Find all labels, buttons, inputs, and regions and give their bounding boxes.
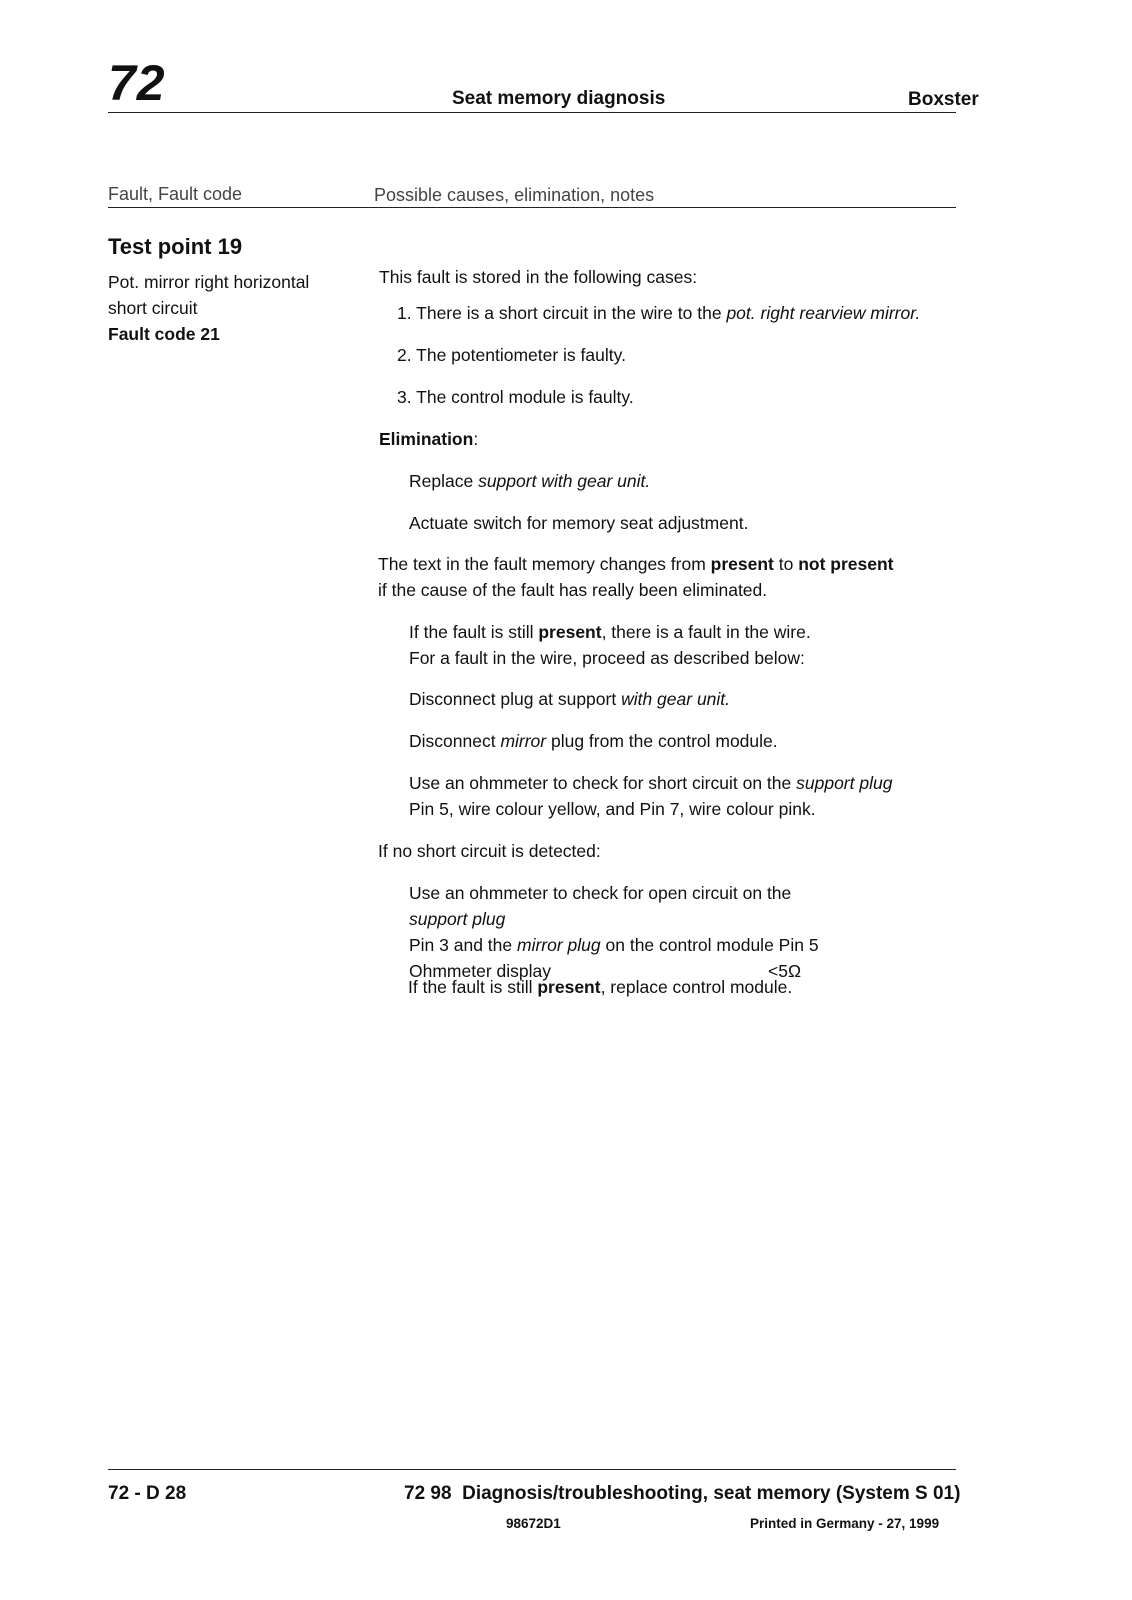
column-heading-causes: Possible causes, elimination, notes <box>374 185 655 205</box>
case-number: 2. <box>397 345 412 365</box>
text: Pin 3 and the <box>409 935 517 955</box>
status-not-present: not present <box>798 554 894 574</box>
check-line <box>409 770 892 796</box>
case-item <box>397 384 634 410</box>
status-present: present <box>538 622 602 642</box>
fault-description <box>108 269 348 347</box>
memory-note <box>378 551 894 603</box>
wire-fault-line: For a fault in the wire, proceed as described below: <box>409 648 805 668</box>
short-circuit-check <box>409 770 892 822</box>
text: Use an ohmmeter to check for open circuit on the <box>409 883 792 903</box>
text: Disconnect <box>409 731 501 751</box>
text: , replace control module. <box>600 977 793 997</box>
open-circuit-check <box>409 880 829 984</box>
check-line <box>409 932 829 958</box>
replace-step <box>409 468 650 494</box>
footer-rule <box>108 1469 956 1470</box>
text: , there is a fault in the wire. <box>601 622 811 642</box>
status-present: present <box>537 977 601 997</box>
text: on the control module Pin 5 <box>600 935 819 955</box>
wire-fault-note <box>409 619 811 671</box>
part-name: support plug <box>409 909 506 929</box>
page-number: 72 - D 28 <box>108 1483 187 1504</box>
case-item <box>397 342 626 368</box>
elimination-heading <box>379 426 478 452</box>
text: Disconnect plug at support <box>409 689 622 709</box>
memory-note-line: if the cause of the fault has really been eliminated. <box>378 580 768 600</box>
document-number: 98672D1 <box>506 1516 561 1531</box>
case-item <box>397 300 920 326</box>
no-short-note: If no short circuit is detected: <box>378 841 601 861</box>
column-heading-fault: Fault, Fault code <box>108 184 243 204</box>
test-point-title: Test point 19 <box>108 234 243 259</box>
text: The text in the fault memory changes from <box>378 554 711 574</box>
case-text: The potentiometer is faulty. <box>416 345 626 365</box>
header-rule <box>108 112 956 113</box>
status-present: present <box>710 554 774 574</box>
case-number: 3. <box>397 387 412 407</box>
replace-text: Replace <box>409 471 479 491</box>
replace-part: support with gear unit. <box>478 471 651 491</box>
part-name: with gear unit. <box>621 689 731 709</box>
case-text-emphasis: pot. right rearview mirror. <box>726 303 921 323</box>
case-text: There is a short circuit in the wire to the <box>416 303 727 323</box>
memory-note-line <box>378 551 894 577</box>
print-info: Printed in Germany - 27, 1999 <box>750 1516 940 1531</box>
part-name: mirror <box>500 731 547 751</box>
check-line <box>409 880 829 932</box>
case-number: 1. <box>397 303 412 323</box>
part-name: support plug <box>796 773 893 793</box>
disconnect-step-2 <box>409 728 778 754</box>
final-step <box>408 974 792 1000</box>
text: If the fault is still <box>408 977 538 997</box>
footer-title: 72 98 Diagnosis/troubleshooting, seat memory (System S 01) <box>404 1483 961 1504</box>
text: to <box>773 554 799 574</box>
intro-text: This fault is stored in the following cases: <box>379 267 698 287</box>
text: plug from the control module. <box>546 731 778 751</box>
ohmmeter-label: Ohmmeter display <box>409 961 551 981</box>
column-heading-rule <box>108 207 956 208</box>
fault-code: Fault code 21 <box>108 324 220 344</box>
chapter-number: 72 <box>108 55 166 111</box>
wire-fault-line <box>409 619 811 645</box>
fault-desc-line: Pot. mirror right horizontal <box>108 272 310 292</box>
case-text: The control module is faulty. <box>416 387 634 407</box>
text: If the fault is still <box>409 622 539 642</box>
model-name: Boxster <box>908 89 979 110</box>
fault-desc-line: short circuit <box>108 298 198 318</box>
ohmmeter-value: <5Ω <box>768 961 802 981</box>
disconnect-step-1 <box>409 686 730 712</box>
actuate-step: Actuate switch for memory seat adjustment. <box>409 513 749 533</box>
elimination-label: Elimination <box>379 429 474 449</box>
part-name: mirror plug <box>517 935 601 955</box>
page-title: Seat memory diagnosis <box>452 88 666 109</box>
text: Use an ohmmeter to check for short circuit on the <box>409 773 797 793</box>
check-line: Pin 5, wire colour yellow, and Pin 7, wire colour pink. <box>409 799 816 819</box>
elimination-colon: : <box>473 429 479 449</box>
